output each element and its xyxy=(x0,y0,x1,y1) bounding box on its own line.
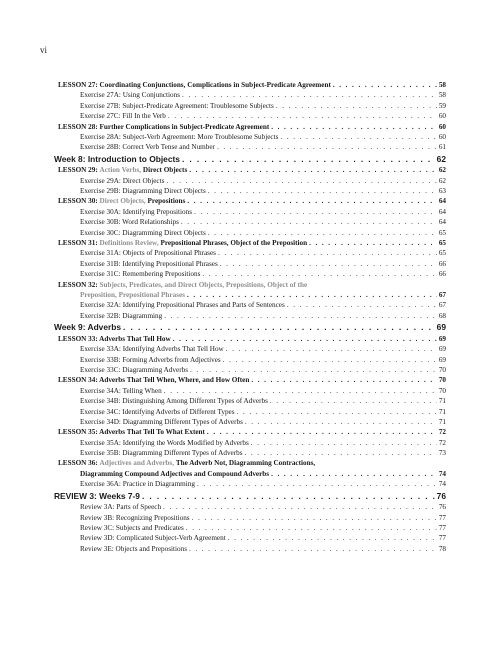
toc-label-grey: Direct Objects, xyxy=(99,197,146,206)
toc-page: 61 xyxy=(438,143,446,152)
dot-leader xyxy=(164,386,437,396)
dot-leader xyxy=(226,344,437,354)
dot-leader xyxy=(197,479,437,489)
toc-exercise-28a[interactable] xyxy=(58,132,446,142)
toc-exercise-28b[interactable] xyxy=(58,142,446,152)
dot-leader xyxy=(202,269,436,279)
toc-label: Exercise 32A: Identifying Prepositional Phrases and Parts of Sentences xyxy=(80,301,285,310)
toc-exercise-34d[interactable] xyxy=(58,417,446,427)
toc-label: Exercise 29A: Direct Objects xyxy=(80,176,165,185)
toc-page: 66 xyxy=(438,270,446,279)
toc-page: 65 xyxy=(438,239,446,248)
toc-label-grey: Action Verbs, xyxy=(99,166,142,175)
toc-week-8[interactable] xyxy=(54,153,446,166)
toc-page: 73 xyxy=(438,449,446,458)
toc-label-prefix: LESSON 31: xyxy=(58,239,98,248)
toc-lesson-29[interactable] xyxy=(58,165,446,175)
dot-leader xyxy=(245,417,437,427)
toc-page: 66 xyxy=(438,259,446,268)
toc-label: Exercise 34C: Identifying Adverbs of Different Types xyxy=(80,407,235,416)
toc-label: Exercise 34B: Distinguishing Among Different Types of Adverbs xyxy=(80,397,268,406)
dot-leader xyxy=(164,311,437,321)
dot-leader xyxy=(271,469,437,479)
toc-exercise-31c[interactable] xyxy=(58,269,446,279)
toc-page: 58 xyxy=(438,91,446,100)
toc-label: Review 3A: Parts of Speech xyxy=(80,503,162,512)
toc-label-prefix: LESSON 32: xyxy=(58,280,98,289)
toc-label: Exercise 31B: Identifying Prepositional Phrases xyxy=(80,259,218,268)
toc-exercise-29a[interactable] xyxy=(58,176,446,186)
toc-page: 71 xyxy=(438,397,446,406)
toc-page: 76 xyxy=(436,490,446,501)
dot-leader xyxy=(237,407,437,417)
toc-label-grey: Definitions Review, xyxy=(99,239,159,248)
dot-leader xyxy=(187,290,437,300)
toc-page: 69 xyxy=(438,355,446,364)
toc-page: 74 xyxy=(438,469,446,478)
table-of-contents xyxy=(54,80,446,554)
dot-leader xyxy=(217,142,437,152)
toc-label: Exercise 33A: Identifying Adverbs That Tell How xyxy=(80,345,224,354)
toc-page: 77 xyxy=(438,513,446,522)
toc-review-3d[interactable] xyxy=(58,533,446,543)
toc-exercise-33c[interactable] xyxy=(58,365,446,375)
dot-leader xyxy=(192,513,437,523)
dot-leader xyxy=(228,533,437,543)
toc-page: 64 xyxy=(438,197,446,206)
dot-leader xyxy=(220,259,437,269)
toc-review-3e[interactable] xyxy=(58,544,446,554)
toc-exercise-32b[interactable] xyxy=(58,311,446,321)
dot-leader xyxy=(333,80,437,90)
toc-lesson-36-cont[interactable] xyxy=(58,469,446,479)
toc-exercise-27a[interactable] xyxy=(58,90,446,100)
dot-leader xyxy=(189,165,437,175)
toc-page: 60 xyxy=(438,132,446,141)
toc-label: Exercise 31C: Remembering Prepositions xyxy=(80,270,201,279)
dot-leader xyxy=(123,321,435,334)
dot-leader xyxy=(168,111,437,121)
toc-label: Prepositional Phrases, Object of the Preposition xyxy=(160,239,308,248)
toc-review-3b[interactable] xyxy=(58,513,446,523)
dot-leader xyxy=(182,153,435,166)
dot-leader xyxy=(208,186,437,196)
toc-label: Exercise 36A: Practice in Diagramming xyxy=(80,480,195,489)
dot-leader xyxy=(194,207,437,217)
toc-page: 59 xyxy=(438,101,446,110)
toc-page: 65 xyxy=(438,249,446,258)
toc-label-grey: Preposition, Prepositional Phrases xyxy=(80,291,185,299)
toc-label: Review 3E: Objects and Prepositions xyxy=(80,544,187,553)
toc-exercise-27b[interactable] xyxy=(58,101,446,111)
toc-label: The Adverb Not, Diagramming Contractions, xyxy=(175,459,316,468)
toc-label: Diagramming Compound Adjectives and Compound Adverbs xyxy=(80,469,270,478)
dot-leader xyxy=(182,90,437,100)
toc-label: Exercise 34A: Telling When xyxy=(80,386,162,395)
dot-leader xyxy=(251,375,436,385)
toc-page: 60 xyxy=(438,112,446,121)
toc-exercise-30b[interactable] xyxy=(58,217,446,227)
toc-label: Review 3B: Recognizing Prepositions xyxy=(80,513,190,522)
toc-label: Review 3C: Subjects and Predicates xyxy=(80,524,184,532)
toc-page: 67 xyxy=(438,301,446,310)
toc-page: 68 xyxy=(438,311,446,320)
toc-page: 62 xyxy=(438,166,446,175)
toc-review-3a[interactable] xyxy=(58,502,446,512)
toc-label: Exercise 30A: Identifying Prepositions xyxy=(80,207,192,216)
toc-page: 70 xyxy=(438,365,446,374)
toc-page: 64 xyxy=(438,207,446,216)
toc-label: Prepositions xyxy=(147,197,186,206)
toc-label: REVIEW 3: Weeks 7-9 xyxy=(54,490,140,501)
toc-label: Exercise 28B: Correct Verb Tense and Number xyxy=(80,143,215,152)
toc-page: 77 xyxy=(438,524,446,532)
toc-lesson-36[interactable] xyxy=(58,458,446,468)
toc-page: 69 xyxy=(438,345,446,354)
toc-label: Exercise 34D: Diagramming Different Types of Adverbs xyxy=(80,417,243,426)
toc-label: Exercise 27C: Fill In the Verb xyxy=(80,112,166,121)
toc-label-prefix: LESSON 36: xyxy=(58,459,98,468)
toc-page: 64 xyxy=(438,218,446,227)
toc-label: Exercise 33B: Forming Adverbs from Adjectives xyxy=(80,355,221,364)
dot-leader xyxy=(251,438,437,448)
toc-label: Exercise 27B: Subject-Predicate Agreement: Troublesome Subjects xyxy=(80,101,274,110)
toc-page: 71 xyxy=(438,417,446,426)
toc-label: Exercise 35B: Diagramming Different Types of Adverbs xyxy=(80,449,243,458)
toc-exercise-27c[interactable] xyxy=(58,111,446,121)
toc-label: Exercise 27A: Using Conjunctions xyxy=(80,91,181,100)
dot-leader xyxy=(223,355,437,365)
toc-lesson-27[interactable] xyxy=(58,80,446,90)
toc-exercise-34a[interactable] xyxy=(58,386,446,396)
toc-lesson-35[interactable] xyxy=(58,427,446,437)
toc-label: Exercise 35A: Identifying the Words Modified by Adverbs xyxy=(80,438,249,447)
toc-page: 72 xyxy=(438,438,446,447)
toc-week-9[interactable] xyxy=(54,321,446,334)
dot-leader xyxy=(173,334,437,344)
toc-label: Direct Objects xyxy=(142,166,188,175)
dot-leader xyxy=(163,502,437,512)
toc-review-3c[interactable] xyxy=(58,523,446,533)
toc-page: 69 xyxy=(436,322,446,333)
toc-page: 58 xyxy=(438,80,446,89)
toc-page: 72 xyxy=(438,428,446,437)
toc-lesson-28[interactable] xyxy=(58,122,446,132)
toc-page: 70 xyxy=(438,376,446,385)
toc-label: LESSON 27: Coordinating Conjunctions, Complications in Subject-Predicate Agreement xyxy=(58,80,331,89)
page-number: vi xyxy=(40,45,48,55)
toc-exercise-32a[interactable] xyxy=(58,300,446,310)
toc-exercise-31b[interactable] xyxy=(58,259,446,269)
toc-label: LESSON 28: Further Complications in Subject-Predicate Agreement xyxy=(58,122,270,131)
dot-leader xyxy=(208,228,437,238)
toc-label: LESSON 35: Adverbs That Tell To What Extent xyxy=(58,428,205,437)
dot-leader xyxy=(245,448,437,458)
toc-label: LESSON 34: Adverbs That Tell When, Where, and How Often xyxy=(58,376,250,385)
dot-leader xyxy=(218,248,437,258)
dot-leader xyxy=(287,300,437,310)
dot-leader xyxy=(207,427,437,437)
toc-lesson-34[interactable] xyxy=(58,375,446,385)
dot-leader xyxy=(187,197,436,207)
toc-lesson-33[interactable] xyxy=(58,334,446,344)
toc-lesson-30[interactable] xyxy=(58,197,446,207)
toc-label: Exercise 29B: Diagramming Direct Objects xyxy=(80,187,206,196)
toc-exercise-36a[interactable] xyxy=(58,479,446,489)
toc-lesson-31[interactable] xyxy=(58,238,446,248)
toc-label: Review 3D: Complicated Subject-Verb Agreement xyxy=(80,534,226,543)
dot-leader xyxy=(166,176,436,186)
toc-page: 65 xyxy=(438,228,446,237)
dot-leader xyxy=(309,238,437,248)
toc-page: 70 xyxy=(438,386,446,395)
dot-leader xyxy=(270,396,437,406)
toc-review-3[interactable] xyxy=(54,490,446,503)
toc-page: 62 xyxy=(436,153,446,164)
dot-leader xyxy=(181,217,437,227)
toc-label: LESSON 33: Adverbs That Tell How xyxy=(58,334,171,343)
toc-exercise-30c[interactable] xyxy=(58,228,446,238)
toc-page: 76 xyxy=(438,503,446,512)
toc-exercise-31a[interactable] xyxy=(58,248,446,258)
dot-leader xyxy=(186,523,437,533)
toc-page: 74 xyxy=(438,480,446,489)
toc-exercise-33b[interactable] xyxy=(58,355,446,365)
dot-leader xyxy=(142,490,435,503)
toc-label-grey: Subjects, Predicates, and Direct Objects, Prepositions, Object of the xyxy=(99,280,308,289)
toc-page: 69 xyxy=(438,334,446,343)
toc-label: Exercise 30B: Word Relationships xyxy=(80,218,179,227)
toc-label-prefix: LESSON 30: xyxy=(58,197,98,206)
toc-exercise-33a[interactable] xyxy=(58,344,446,354)
toc-page: 63 xyxy=(438,187,446,196)
toc-label: Week 9: Adverbs xyxy=(54,322,122,333)
dot-leader xyxy=(190,365,437,375)
toc-page: 77 xyxy=(438,534,446,543)
dot-leader xyxy=(280,132,436,142)
toc-exercise-29b[interactable] xyxy=(58,186,446,196)
dot-leader xyxy=(271,122,437,132)
dot-leader xyxy=(276,101,437,111)
dot-leader xyxy=(189,544,437,554)
toc-label: Exercise 30C: Diagramming Direct Objects xyxy=(80,228,206,237)
toc-exercise-34c[interactable] xyxy=(58,407,446,417)
toc-label: Exercise 31A: Objects of Prepositional Phrases xyxy=(80,249,216,258)
toc-exercise-35b[interactable] xyxy=(58,448,446,458)
toc-page: 71 xyxy=(438,407,446,416)
toc-label: Exercise 28A: Subject-Verb Agreement: More Troublesome Subjects xyxy=(80,132,279,141)
toc-lesson-32-cont[interactable] xyxy=(58,290,446,300)
toc-label: Week 8: Introduction to Objects xyxy=(54,153,180,164)
toc-label-grey: Adjectives and Adverbs, xyxy=(99,459,175,468)
toc-label: Exercise 33C: Diagramming Adverbs xyxy=(80,365,188,374)
toc-label: Exercise 32B: Diagramming xyxy=(80,311,163,320)
toc-page: 62 xyxy=(438,176,446,185)
toc-page: 67 xyxy=(438,291,446,299)
toc-label-prefix: LESSON 29: xyxy=(58,166,98,175)
toc-lesson-32[interactable] xyxy=(58,280,446,290)
toc-page: 78 xyxy=(438,544,446,553)
toc-page: 60 xyxy=(438,122,446,131)
toc-exercise-30a[interactable] xyxy=(58,207,446,217)
toc-exercise-35a[interactable] xyxy=(58,438,446,448)
toc-exercise-34b[interactable] xyxy=(58,396,446,406)
